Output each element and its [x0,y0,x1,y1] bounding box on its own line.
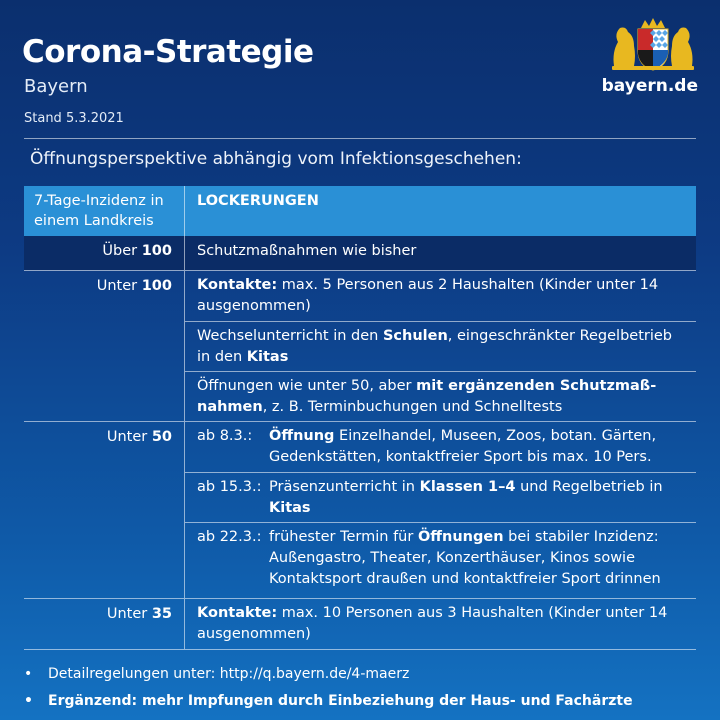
measure-cell: Schutzmaßnahmen wie bisher [197,243,417,259]
vaccination-note: Ergänzend: mehr Impfungen durch Einbeziehung der Haus- und Fachärzte [48,692,633,709]
measure-cell: Kontakte: max. 5 Personen aus 2 Haushalten (Kinder unter 14 ausgenommen) [197,277,659,314]
measure-cell: Kontakte: max. 10 Personen aus 3 Haushalten (Kinder unter 14 ausgenommen) [197,605,668,642]
incidence-cell: Unter 50 [106,429,172,445]
measures-table [24,186,696,650]
table-row [24,421,696,598]
measure-cell: Wechselunterricht in den Schulen, eingeschränkter Regelbetrieb in den Kitas [185,321,696,371]
detail-link-text: Detailregelungen unter: http://q.bayern.de/4-maerz [48,665,410,682]
incidence-cell: Über 100 [102,243,172,259]
table-row [24,270,696,421]
bullet-marker: • [24,665,33,682]
column-header-measures: LOCKERUNGEN [184,186,696,236]
incidence-cell: Unter 100 [96,278,172,294]
list-item [24,660,696,687]
measure-cell: ab 22.3.: frühester Termin für Öffnungen bei stabiler Inzidenz: Außengastro, Theater, Konzerthäuser, Kinos sowie Kontaktsport draußen und kontaktfreier Sport drinnen [185,522,696,598]
measure-cell: ab 8.3.: Öffnung Einzelhandel, Museen, Zoos, botan. Gärten, Gedenkstätten, kontaktfreier Sport bis max. 10 Pers. [197,428,657,465]
bullet-marker: • [24,692,33,709]
intro-text: Öffnungsperspektive abhängig vom Infektionsgeschehen: [30,149,522,169]
bullet-list [24,660,696,714]
page-title: Corona-Strategie [22,34,314,70]
table-header [24,186,696,236]
measure-cell: ab 15.3.: Präsenzunterricht in Klassen 1–4 und Regelbetrieb in Kitas [185,472,696,522]
list-item [24,687,696,714]
brand-name: bayern.de [601,76,698,96]
incidence-cell: Unter 35 [106,606,172,622]
column-header-incidence: 7-Tage-Inzidenz in einem Landkreis [34,193,164,229]
table-row [24,236,696,270]
measure-cell: Öffnungen wie unter 50, aber mit ergänzenden Schutzmaßnahmen, z. B. Terminbuchungen und Schnelltests [185,371,696,421]
date-stamp: Stand 5.3.2021 [24,111,124,126]
bavarian-coat-of-arms-icon [608,16,698,72]
page-subtitle: Bayern [24,76,88,97]
table-row [24,598,696,650]
header-divider [24,138,696,139]
